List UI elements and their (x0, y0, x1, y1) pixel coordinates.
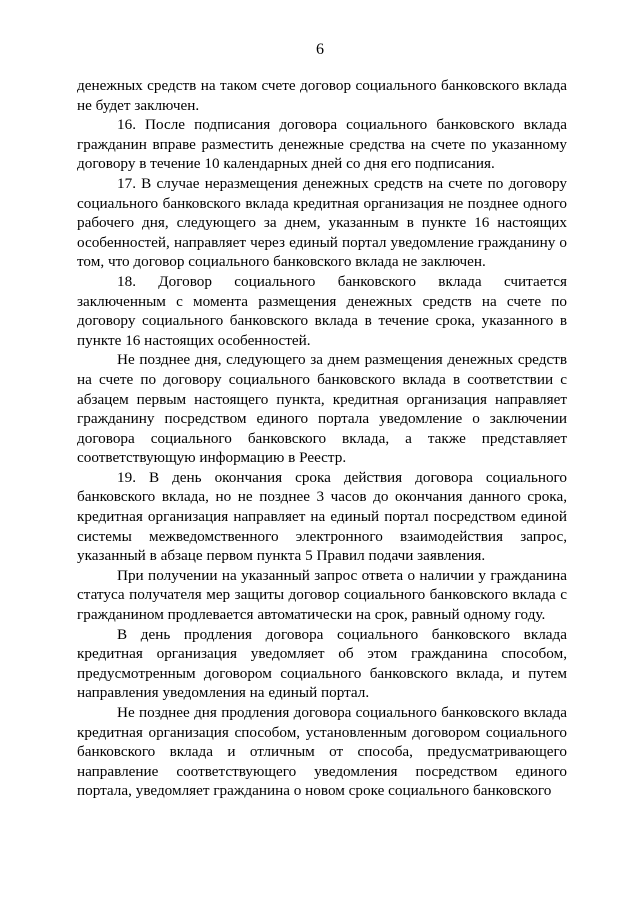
paragraph-item-19-third: В день продления договора социального банковского вклада кредитная организация уведомляет об этом гражданина способом, предусмотренным договором социального банковского вклада, и путем направления уведомления на единый портал. (77, 625, 567, 702)
document-body (77, 76, 567, 801)
paragraph-item-16: 16. После подписания договора социального банковского вклада гражданин вправе разместить денежные средства на счете по указанному договору в течение 10 календарных дней со дня его подписания. (77, 116, 567, 173)
paragraph-item-19-fourth: Не позднее дня продления договора социального банковского вклада кредитная организация способом, установленным договором социального банковского вклада и отличным от способа, предусматривающего направление соответствующего уведомления посредством единого портала, уведомляет гражданина о новом сроке социального банковского (77, 704, 567, 800)
paragraph-continuation: денежных средств на таком счете договор социального банковского вклада не будет заключен. (77, 77, 567, 114)
paragraph-item-19-second: При получении на указанный запрос ответа о наличии у гражданина статуса получателя мер защиты договор социального банковского вклада с гражданином продлевается автоматически на срок, равный одному году. (77, 566, 567, 624)
page-number: 6 (316, 41, 324, 58)
paragraph-item-17: 17. В случае неразмещения денежных средств на счете по договору социального банковского вклада кредитная организация не позднее одного рабочего дня, следующего за днем, указанным в пункте 16 настоящих особенностей, направляет через единый портал уведомление гражданину о том, что договор социального банковского вклада не заключен. (77, 174, 567, 271)
paragraph-item-19: 19. В день окончания срока действия договора социального банковского вклада, но не позднее 3 часов до окончания данного срока, кредитная организация направляет на единый портал посредством единой системы межведомственного электронного взаимодействия запрос, указанный в абзаце первом пункта 5 Правил подачи заявления. (77, 468, 567, 565)
paragraph-item-18-second: Не позднее дня, следующего за днем размещения денежных средств на счете по договору социального банковского вклада в соответствии с абзацем первым настоящего пункта, кредитная организация направляет гражданину посредством единого портала уведомление о заключении договора социального банковского вклада, а также представляет соответствующую информацию в Реестр. (77, 351, 567, 467)
paragraph-item-18: 18. Договор социального банковского вклада считается заключенным с момента размещения денежных средств на счете по договору социального банковского вклада в течение срока, указанного в пункте 16 настоящих особенностей. (77, 272, 567, 349)
